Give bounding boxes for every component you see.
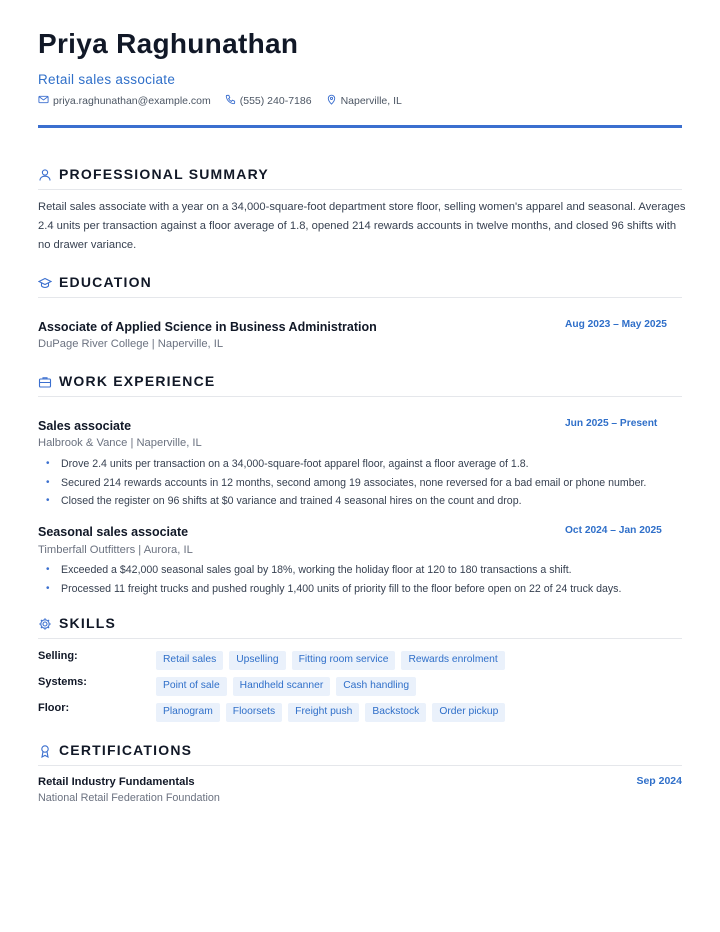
phone-icon	[225, 94, 236, 108]
job-company: Timberfall Outfitters | Aurora, IL	[38, 544, 193, 556]
skill-label: Floor:	[38, 702, 70, 714]
email-text: priya.raghunathan@example.com	[53, 95, 211, 107]
skill-chip: Retail sales	[156, 651, 223, 670]
map-pin-icon	[326, 94, 337, 108]
job-bullet: • Secured 214 rewards accounts in 12 months, second among 19 associates, none reversed for a bad email or phone number.	[38, 474, 682, 493]
experience-title: WORK EXPERIENCE	[59, 373, 216, 389]
skill-row-floor	[38, 702, 682, 722]
certifications-heading	[38, 742, 682, 766]
job-company: Halbrook & Vance | Naperville, IL	[38, 437, 202, 449]
skill-chip: Upselling	[229, 651, 285, 670]
skill-chip: Cash handling	[336, 677, 416, 696]
person-icon	[38, 166, 52, 187]
skill-chip: Handheld scanner	[233, 677, 331, 696]
mail-icon	[38, 94, 49, 108]
skill-chip: Point of sale	[156, 677, 227, 696]
candidate-name: Priya Raghunathan	[38, 28, 299, 59]
job-title: Seasonal sales associate	[38, 525, 189, 539]
job-dates: Oct 2024 – Jan 2025	[565, 525, 662, 536]
job-title: Sales associate	[38, 419, 132, 433]
skill-row-systems	[38, 676, 682, 696]
header-divider	[38, 125, 682, 128]
job-bullet: • Drove 2.4 units per transaction on a 34,000-square-foot apparel floor, against a floor average of 1.8.	[38, 455, 682, 474]
education-degree: Associate of Applied Science in Business Administration	[38, 320, 377, 334]
skill-chip: Order pickup	[432, 703, 505, 722]
briefcase-icon	[38, 373, 52, 394]
contact-email[interactable]	[38, 94, 211, 108]
contact-phone[interactable]	[225, 94, 312, 108]
summary-heading	[38, 166, 682, 190]
skill-chip: Fitting room service	[292, 651, 396, 670]
certification-issuer: National Retail Federation Foundation	[38, 792, 220, 804]
skill-chip: Planogram	[156, 703, 220, 722]
skill-chips	[156, 703, 505, 722]
skills-heading	[38, 615, 682, 639]
skill-chip: Backstock	[365, 703, 426, 722]
location-text: Naperville, IL	[340, 95, 402, 107]
skill-row-selling	[38, 650, 682, 670]
job-bullet: • Closed the register on 96 shifts at $0 variance and trained 4 seasonal hires on the count and drop.	[38, 492, 682, 511]
job-bullets	[38, 561, 682, 598]
skill-chips	[156, 651, 505, 670]
skill-chip: Floorsets	[226, 703, 282, 722]
contact-line	[38, 94, 402, 108]
education-title: EDUCATION	[59, 274, 152, 290]
summary-text: Retail sales associate with a year on a 34,000-square-foot department store floor, selling women's apparel and seasonal. Averages 2.4 units per transaction against a floor average of 1.8, opened 214 rewards accounts in twelve months, and closed 96 shifts with no drawer variance.	[38, 201, 686, 251]
experience-heading	[38, 373, 682, 397]
skills-title: SKILLS	[59, 615, 116, 631]
skill-chip: Freight push	[288, 703, 359, 722]
education-school: DuPage River College | Naperville, IL	[38, 338, 224, 350]
education-heading	[38, 274, 682, 298]
gear-icon	[38, 615, 52, 636]
education-dates: Aug 2023 – May 2025	[565, 319, 667, 330]
skill-chips	[156, 677, 416, 696]
job-bullets	[38, 455, 682, 511]
certification-name: Retail Industry Fundamentals	[38, 776, 195, 788]
job-dates: Jun 2025 – Present	[565, 418, 658, 429]
skill-label: Systems:	[38, 676, 87, 688]
contact-location	[326, 94, 402, 108]
job-bullet: • Exceeded a $42,000 seasonal sales goal by 18%, working the holiday floor at 120 to 180 transactions a shift.	[38, 561, 682, 580]
candidate-role: Retail sales associate	[38, 72, 176, 87]
award-ribbon-icon	[38, 742, 52, 763]
certification-date: Sep 2024	[636, 775, 682, 787]
job-bullet: • Processed 11 freight trucks and pushed roughly 1,400 units of priority fill to the floor before open on 22 of 24 truck days.	[38, 580, 682, 599]
summary-title: PROFESSIONAL SUMMARY	[59, 166, 269, 182]
graduation-cap-icon	[38, 274, 52, 295]
phone-text: (555) 240-7186	[239, 95, 312, 107]
certifications-title: CERTIFICATIONS	[59, 742, 193, 758]
skill-label: Selling:	[38, 650, 78, 662]
skill-chip: Rewards enrolment	[401, 651, 504, 670]
